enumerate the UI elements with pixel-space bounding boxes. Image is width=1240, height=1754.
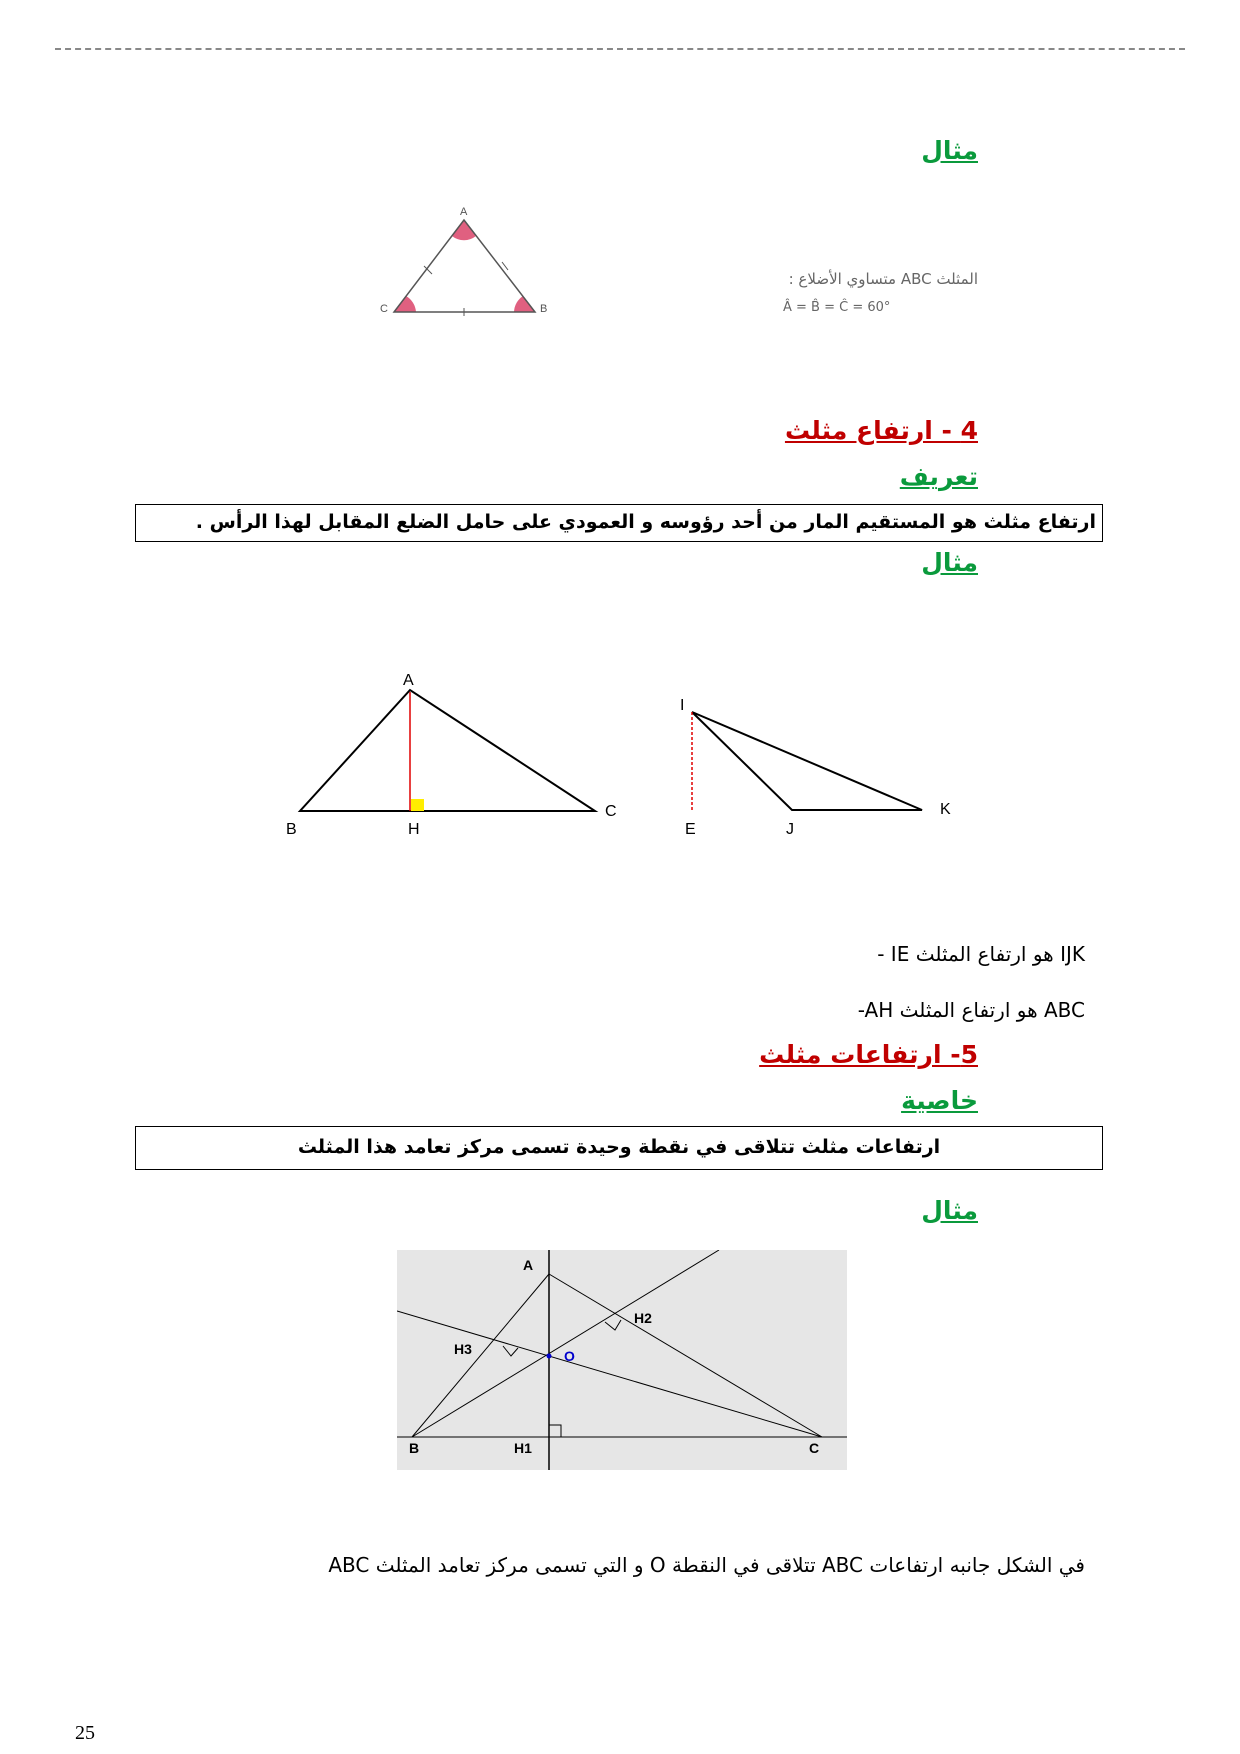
section-4-heading: 4 - ارتفاع مثلث [784, 416, 978, 445]
triangle-abc [300, 690, 595, 811]
definition-text: ارتفاع مثلث هو المستقيم المار من أحد رؤوسه و العمودي على حامل الضلع المقابل لهذا الرأس . [195, 511, 1096, 533]
triangle-ijk [692, 712, 922, 810]
definition-heading: تعريف [899, 462, 978, 491]
orthocenter-figure [397, 1250, 847, 1470]
foot-label-h1: H1 [514, 1440, 532, 1456]
definition-box [135, 504, 1103, 542]
vertex-label-b: B [286, 821, 297, 838]
vertex-label-c: C [380, 303, 388, 315]
foot-label-h3: H3 [454, 1341, 472, 1357]
conclusion-text: في الشكل جانبه ارتفاعات ABC تتلاقى في النقطة O و التي تسمى مركز تعامد المثلث ABC [328, 1553, 1085, 1577]
vertex-label-j: J [786, 821, 794, 838]
equilateral-angles: Â = B̂ = Ĉ = 60° [783, 300, 891, 315]
section-5-heading: 5- ارتفاعات مثلث [759, 1040, 978, 1069]
vertex-label-i: I [680, 697, 685, 714]
equilateral-triangle-figure [380, 200, 630, 330]
foot-label-h: H [408, 821, 420, 838]
foot-label-h2: H2 [634, 1310, 652, 1326]
orthocenter-label-o: O [564, 1348, 575, 1364]
right-angle-marker-h [411, 799, 424, 811]
example-heading-2: مثال [921, 548, 978, 577]
property-text: ارتفاعات مثلث تتلاقى في نقطة وحيدة تسمى مركز تعامد هذا المثلث [297, 1136, 941, 1158]
top-dashed-rule [55, 48, 1185, 54]
property-heading: خاصية [901, 1086, 978, 1115]
statement-ie: - IE هو ارتفاع المثلث IJK [877, 942, 1085, 966]
page-number: 25 [75, 1722, 95, 1744]
property-box [135, 1126, 1103, 1170]
vertex-label-a: A [523, 1257, 534, 1273]
vertex-label-k: K [940, 801, 951, 818]
equilateral-description: المثلث ABC متساوي الأضلاع : [788, 270, 978, 288]
tick-mark [502, 262, 508, 270]
vertex-label-c: C [809, 1440, 820, 1456]
foot-label-e: E [685, 821, 696, 838]
vertex-label-c: C [605, 803, 617, 820]
example-heading-3: مثال [921, 1196, 978, 1225]
vertex-label-b: B [540, 303, 548, 315]
orthocenter-point [547, 1354, 552, 1359]
statement-ah: -AH هو ارتفاع المثلث ABC [857, 998, 1085, 1022]
vertex-label-a: A [403, 672, 414, 689]
altitude-triangles-figure [280, 670, 980, 840]
vertex-label-b: B [409, 1440, 420, 1456]
vertex-label-a: A [460, 206, 468, 218]
example-heading-1: مثال [921, 136, 978, 165]
